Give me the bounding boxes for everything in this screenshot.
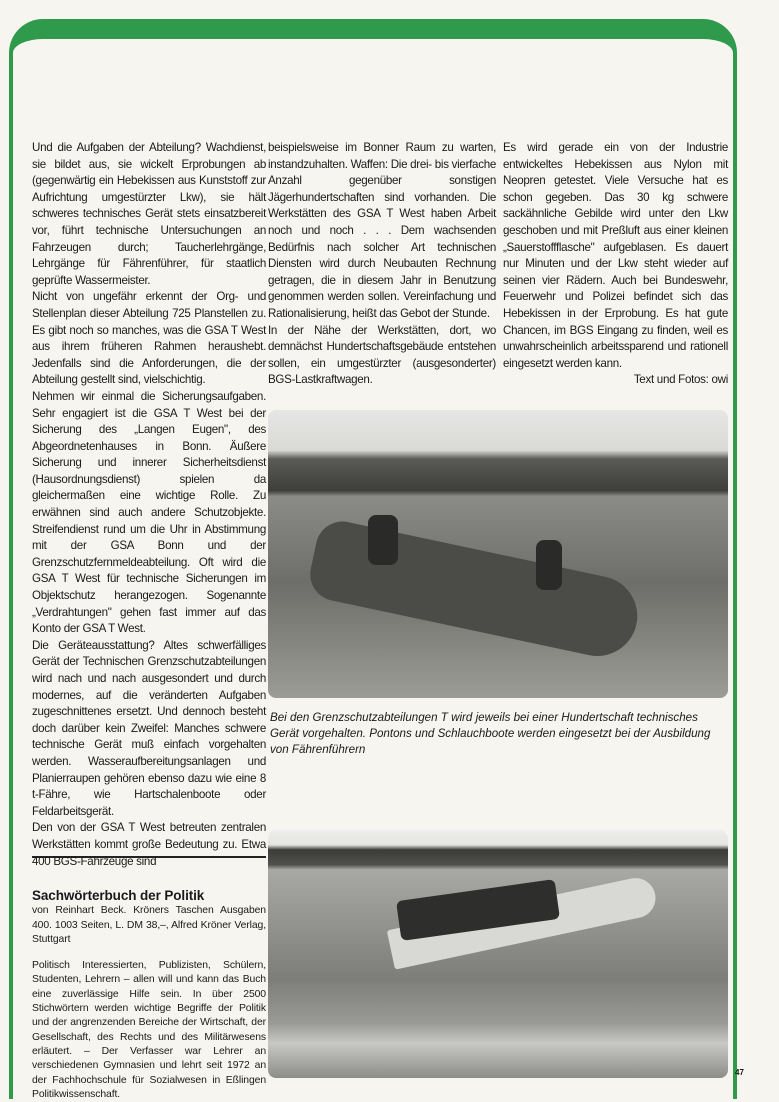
book-review-text: Politisch Interessierten, Publizisten, Schülern, Studenten, Lehrern – allen will und kann das Buch eine zuverlässige Hilfe sein. In über 2500 Stichwörtern werden wichtige Begriffe der Politik und der angrenzenden Bereiche der Wirtschaft, der Gesellschaft, des Rechts und des Militärwesens erläutert. – Der Verfasser war Lehrer an verschiedenen Gymnasien und lehrt seit 1972 an der Fachhochschule für Sozialwesen in Eßlingen Politikwissenschaft. [32, 960, 266, 1100]
paragraph: Und die Aufgaben der Abteilung? Wachdienst, sie bildet aus, sie wickelt Erprobungen ab (gegenwärtig ein Hebekissen aus Kunststoff zur Aufrichtung umgestürzter Lkw), sie hält schweres technisches Gerät stets einsatzbereit vor, führt technische Untersuchungen an Fahrzeugen durch; Taucherlehrgänge, Lehrgänge für Fährenführer, für staatlich geprüfte Wassermeister. [32, 141, 266, 287]
photo-inflatable-boat [268, 410, 728, 698]
article-column-2 [268, 140, 496, 389]
paragraph: Die Geräteausstattung? Altes schwerfälliges Gerät der Technischen Grenzschutzabteilungen wird nach und nach ausgesondert und durch modernes, auf die veränderten Aufgaben zugeschnittenes ersetzt. Und dennoch besteht doch darüber kein Zweifel: Manches schwere technische Gerät muß einfach vorgehalten werden. Wasseraufbereitungsanlagen und Planierraupen gehören ebenso dazu wie eine 8 t-Fähre, wie Hartschalenboote oder Feldarbeitsgerät. [32, 638, 266, 818]
paragraph: Es wird gerade ein von der Industrie entwickeltes Hebekissen aus Nylon mit Neopren getestet. Viele Versuche hat es schon gegeben. Das 30 kg schwere sackähnliche Gebilde wird unter den Lkw geschoben und mit Preßluft aus einer kleinen „Sauerstoffflasche" aufgeblasen. Es dauert nur Minuten und der Lkw steht wieder auf seinen vier Rädern. Auch bei Bundeswehr, Feuerwehr und Polizei befindet sich das Hebekissen in der Erprobung. Es hat gute Chancen, im BGS Eingang zu finden, weil es unwahrscheinlich arbeitssparend und rationell eingesetzt werden kann. [503, 141, 728, 370]
book-title: Sachwörterbuch der Politik [32, 888, 205, 903]
book-details: von Reinhart Beck. Kröners Taschen Ausgaben 400. 1003 Seiten, L. DM 38,–, Alfred Kröner Verlag, Stuttgart [32, 905, 266, 945]
paragraph: beispielsweise im Bonner Raum zu warten, instandzuhalten. Waffen: Die drei- bis vierfache Anzahl gegenüber sonstigen Jägerhundertschaften sind vorhanden. Die Werkstätten des GSA T West haben Arbeit noch und noch . . . Dem wachsenden Bedürfnis nach solcher Art technischen Diensten wird durch Neubauten Rechnung getragen, die in diesem Jahr in Benutzung genommen werden sollen. Vereinfachung und Rationalisierung, heißt das Gebot der Stunde. [268, 141, 496, 320]
page-number: 47 [735, 1068, 744, 1077]
photo-caption: Bei den Grenzschutzabteilungen T wird jeweils bei einer Hundertschaft technisches Gerät vorgehalten. Pontons und Schlauchboote werden eingesetzt bei der Ausbildung von Fährenführern [270, 711, 711, 756]
paragraph: In der Nähe der Werkstätten, dort, wo demnächst Hundertschaftsgebäude entstehen sollen, ein umgestürzter (ausgesonderter) BGS-Lastkraftwagen. [268, 323, 496, 387]
paragraph: Nicht von ungefähr erkennt der Org- und Stellenplan dieser Abteilung 725 Planstellen zu. Es gibt noch so manches, was die GSA T West aus ihrem früheren Rahmen heraushebt. Jedenfalls sind die Anforderungen, die der Abteilung gestellt sind, vielschichtig. [32, 290, 266, 387]
paragraph: Nehmen wir einmal die Sicherungsaufgaben. Sehr engagiert ist die GSA T West bei der Sicherung des „Langen Eugen", des Abgeordnetenhauses in Bonn. Äußere Sicherung und innerer Sicherheitsdienst (Hausordnungsdienst) spielen da gleichermaßen eine wichtige Rolle. Zu erwähnen sind auch andere Schutzobjekte. Streifendienst rund um die Uhr in Abstimmung mit der GSA Bonn und der Grenzschutzfernmeldeabteilung. Oft wird die GSA T West für technische Sicherungen im Objektschutz herangezogen. Sogenannte „Verdrahtungen" gehen fast immer auf das Konto der GSA T West. [32, 389, 266, 636]
book-review [32, 889, 266, 1102]
photo-hard-shell-boat [268, 830, 728, 1078]
photo-credit: Text und Fotos: owi [633, 373, 728, 387]
paragraph: Den von der GSA T West betreuten zentralen Werkstätten kommt große Bedeutung zu. Etwa 400 BGS-Fahrzeuge sind [32, 821, 266, 868]
article-column-1 [32, 140, 266, 870]
article-column-3 [503, 140, 728, 389]
